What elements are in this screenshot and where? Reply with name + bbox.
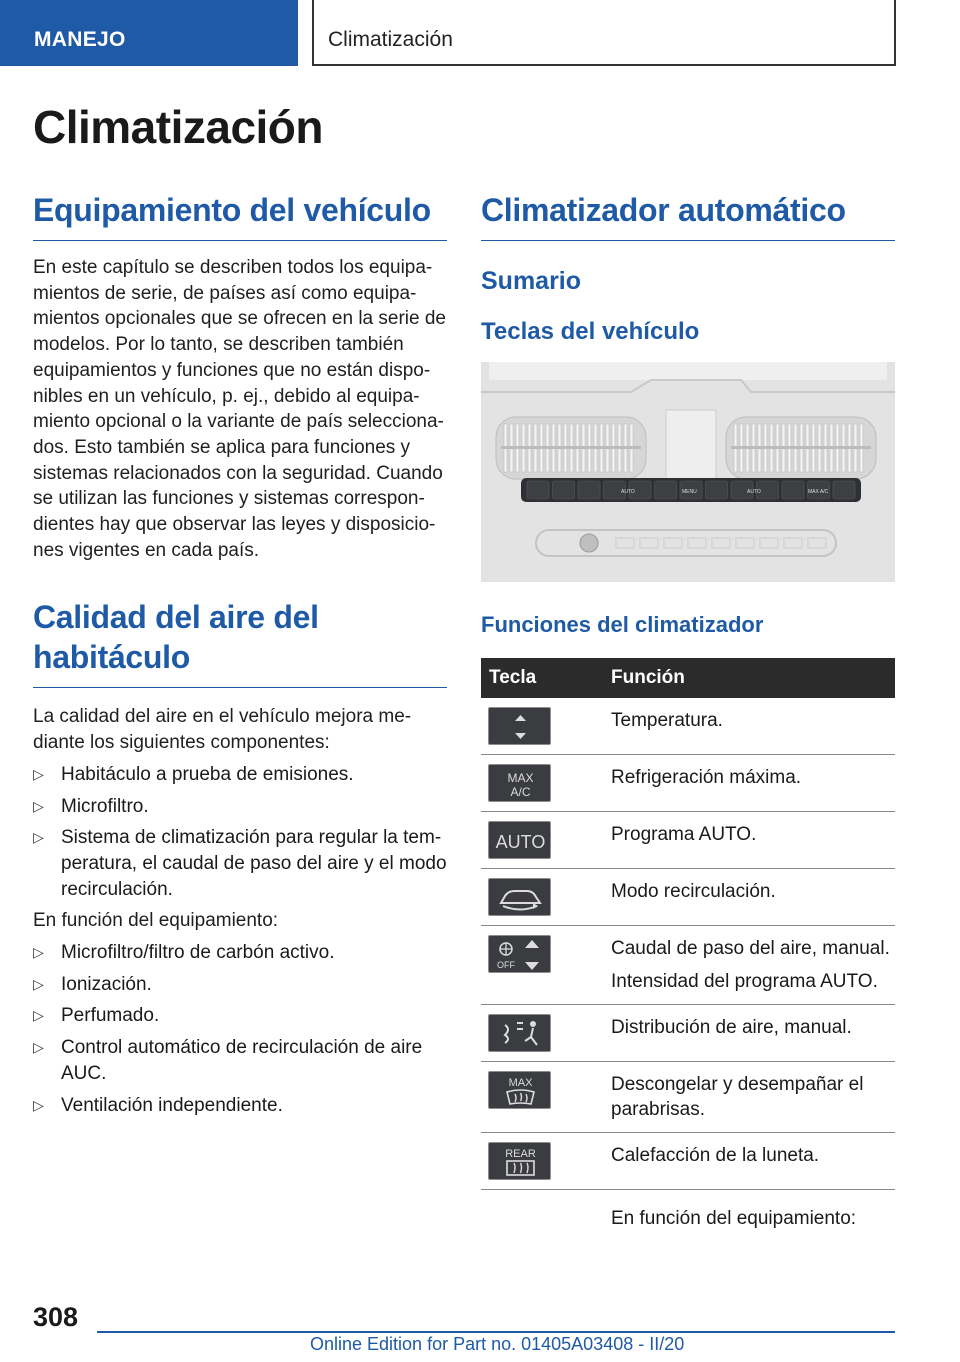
key-label-max: MAX bbox=[507, 771, 534, 785]
list-item-line: Ventilación independiente. bbox=[61, 1094, 283, 1116]
left-column bbox=[33, 190, 447, 1118]
col-header-tecla: Tecla bbox=[481, 658, 601, 698]
chapter-label: Climatización bbox=[328, 28, 453, 51]
triangle-bullet-icon: ▷ bbox=[33, 944, 44, 961]
list-item bbox=[33, 1093, 447, 1119]
triangle-bullet-icon: ▷ bbox=[33, 797, 44, 814]
col-header-funcion: Función bbox=[601, 658, 895, 698]
right-vent bbox=[731, 424, 871, 472]
table-row bbox=[481, 755, 895, 812]
functions-table bbox=[481, 658, 895, 1241]
function-text: Distribución de aire, manual. bbox=[611, 1017, 852, 1038]
page-title: Climatización bbox=[33, 101, 324, 153]
panel-key-max-ac: MAX A/C bbox=[808, 489, 829, 495]
table-row bbox=[481, 1133, 895, 1190]
function-text: Descongelar y desempañar el parabrisas. bbox=[611, 1074, 864, 1120]
function-subtext: Intensidad del programa AUTO. bbox=[611, 971, 878, 992]
air-distribution-icon bbox=[488, 1014, 551, 1052]
key-cell bbox=[481, 869, 601, 926]
function-text: Temperatura. bbox=[611, 710, 723, 731]
heading-calidad-line-1: Calidad del aire del bbox=[33, 599, 319, 636]
panel-key-auto-left: AUTO bbox=[621, 489, 635, 495]
triangle-bullet-icon: ▷ bbox=[33, 1007, 44, 1024]
equip-line: se utilizan las funciones y sistemas correspon- bbox=[33, 488, 425, 510]
max-ac-icon bbox=[488, 764, 551, 802]
table-row bbox=[481, 1062, 895, 1133]
climate-panel-illustration bbox=[481, 362, 895, 582]
function-cell bbox=[601, 1133, 895, 1190]
edition-note: Online Edition for Part no. 01405A03408 - II/20 bbox=[310, 1334, 685, 1354]
table-row bbox=[481, 1190, 895, 1242]
heading-equipamiento: Equipamiento del vehículo bbox=[33, 190, 447, 241]
calidad-intro-line-2: diante los siguientes componentes: bbox=[33, 732, 330, 754]
list-item-line: peratura, el caudal de paso del aire y el modo bbox=[61, 852, 447, 874]
list-item-line: Ionización. bbox=[61, 973, 152, 995]
function-cell bbox=[601, 755, 895, 812]
equip-line: mientos opcionales que se ofrecen en la serie de bbox=[33, 308, 446, 330]
key-label-max-defrost: MAX bbox=[508, 1077, 533, 1089]
key-cell bbox=[481, 812, 601, 869]
function-cell bbox=[601, 1062, 895, 1133]
equipamiento-paragraph bbox=[33, 255, 447, 563]
list-item-line: AUC. bbox=[61, 1062, 107, 1084]
right-column bbox=[481, 190, 895, 1241]
bullets-componentes bbox=[33, 762, 447, 903]
key-label-ac: A/C bbox=[510, 785, 531, 799]
calidad-intro bbox=[33, 704, 447, 755]
segun-equipamiento-label: En función del equipamiento: bbox=[33, 910, 279, 932]
list-item bbox=[33, 762, 447, 788]
calidad-intro-line-1: La calidad del aire en el vehículo mejora me- bbox=[33, 706, 412, 728]
equip-line: mientos de serie, de países así como equipa- bbox=[33, 282, 417, 304]
equip-line: sistemas relacionados con la seguridad. Cuando bbox=[33, 462, 443, 484]
function-cell bbox=[601, 869, 895, 926]
function-cell bbox=[601, 698, 895, 755]
table-row bbox=[481, 926, 895, 1005]
heading-sumario: Sumario bbox=[481, 267, 582, 295]
bullets-equipamiento bbox=[33, 940, 447, 1118]
key-label-off: OFF bbox=[497, 960, 515, 970]
function-text: Caudal de paso del aire, manual. bbox=[611, 938, 890, 959]
key-label-auto: AUTO bbox=[495, 832, 546, 852]
key-cell bbox=[481, 1190, 601, 1242]
heading-funciones: Funciones del climatizador bbox=[481, 612, 764, 637]
equip-line: nibles en un vehículo, p. ej., debido al equipa- bbox=[33, 385, 420, 407]
max-defrost-icon bbox=[488, 1071, 551, 1109]
list-item bbox=[33, 1003, 447, 1029]
key-cell bbox=[481, 698, 601, 755]
key-cell bbox=[481, 1005, 601, 1062]
panel-key-menu: MENU bbox=[682, 489, 697, 495]
function-text: Programa AUTO. bbox=[611, 824, 757, 845]
page-number: 308 bbox=[33, 1302, 79, 1332]
triangle-bullet-icon: ▷ bbox=[33, 1039, 44, 1056]
heading-teclas: Teclas del vehículo bbox=[481, 318, 700, 345]
list-item bbox=[33, 972, 447, 998]
list-item bbox=[33, 825, 447, 902]
climate-panel-photo bbox=[481, 362, 895, 582]
equip-line: miento opcional o la variante de país selecciona- bbox=[33, 411, 444, 433]
function-text: En función del equipamiento: bbox=[611, 1208, 857, 1229]
recirculation-icon bbox=[488, 878, 551, 916]
triangle-bullet-icon: ▷ bbox=[33, 765, 44, 782]
key-label-rear: REAR bbox=[505, 1148, 536, 1160]
key-cell bbox=[481, 755, 601, 812]
equip-line: equipamientos y funciones que no están dispo- bbox=[33, 359, 431, 381]
key-cell bbox=[481, 926, 601, 1005]
triangle-bullet-icon: ▷ bbox=[33, 975, 44, 992]
table-row bbox=[481, 698, 895, 755]
list-item-line: recirculación. bbox=[61, 878, 173, 900]
equip-line: nes vigentes en cada país. bbox=[33, 539, 260, 561]
list-item bbox=[33, 940, 447, 966]
list-item-line: Microfiltro. bbox=[61, 795, 149, 817]
key-cell bbox=[481, 1133, 601, 1190]
rear-defrost-icon bbox=[488, 1142, 551, 1180]
heading-calidad bbox=[33, 597, 447, 688]
section-tab bbox=[0, 0, 298, 66]
key-cell bbox=[481, 1062, 601, 1133]
function-text: Modo recirculación. bbox=[611, 881, 776, 902]
panel-key-auto-right: AUTO bbox=[747, 489, 761, 495]
equip-line: dos. Esto también se aplica para funciones y bbox=[33, 436, 411, 458]
function-cell bbox=[601, 1190, 895, 1242]
list-item-line: Microfiltro/filtro de carbón activo. bbox=[61, 942, 335, 964]
function-text: Refrigeración máxima. bbox=[611, 767, 802, 788]
auto-icon bbox=[488, 821, 551, 859]
chapter-header bbox=[312, 0, 896, 66]
triangle-bullet-icon: ▷ bbox=[33, 829, 44, 846]
section-label: MANEJO bbox=[34, 28, 126, 51]
function-cell bbox=[601, 926, 895, 1005]
footer-rule bbox=[97, 1331, 895, 1333]
list-item-line: Perfumado. bbox=[61, 1005, 160, 1027]
table-header-row bbox=[481, 658, 895, 698]
function-cell bbox=[601, 812, 895, 869]
function-cell bbox=[601, 1005, 895, 1062]
equip-line: dientes hay que observar las leyes y disposicio- bbox=[33, 514, 436, 536]
list-item-line: Sistema de climatización para regular la tem- bbox=[61, 827, 442, 849]
list-item-line: Control automático de recirculación de aire bbox=[61, 1037, 423, 1059]
table-row bbox=[481, 812, 895, 869]
fan-off-icon bbox=[488, 935, 551, 973]
table-row bbox=[481, 869, 895, 926]
equip-line: En este capítulo se describen todos los equipa- bbox=[33, 257, 433, 278]
heading-climatizador: Climatizador automático bbox=[481, 190, 895, 241]
triangle-bullet-icon: ▷ bbox=[33, 1096, 44, 1113]
function-text: Calefacción de la luneta. bbox=[611, 1145, 820, 1166]
list-item bbox=[33, 794, 447, 820]
left-vent bbox=[501, 424, 641, 472]
list-item bbox=[33, 1035, 447, 1086]
temperature-arrows-icon bbox=[488, 707, 551, 745]
equip-line: modelos. Por lo tanto, se describen también bbox=[33, 334, 404, 356]
table-row bbox=[481, 1005, 895, 1062]
heading-calidad-line-2: habitáculo bbox=[33, 639, 191, 676]
list-item-line: Habitáculo a prueba de emisiones. bbox=[61, 763, 354, 785]
